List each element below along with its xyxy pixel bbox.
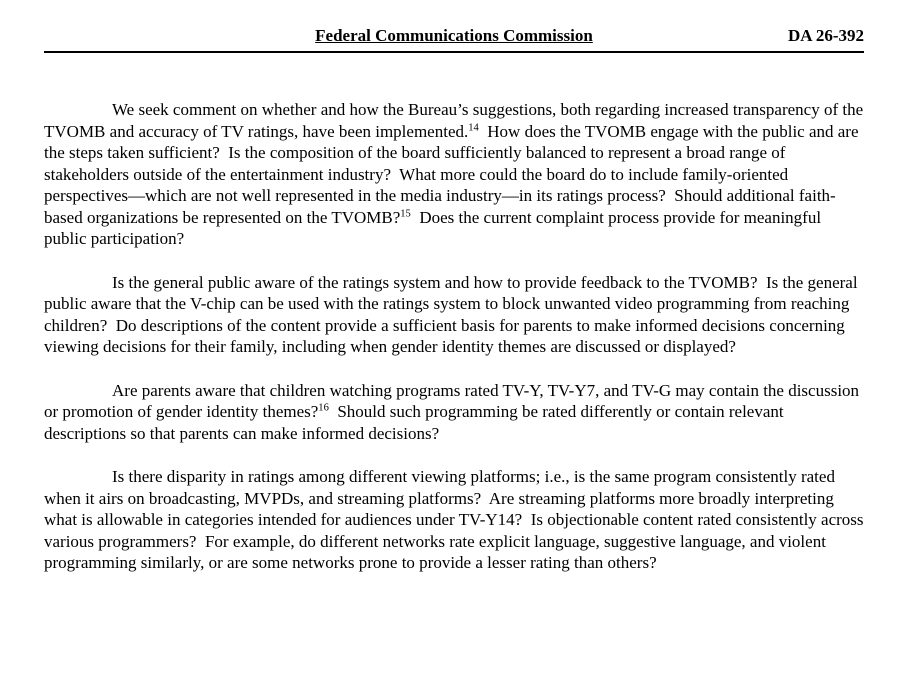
paragraph-text: Should such programming be rated differently or contain relevant descriptions so that parents can make informed decisions? [44, 402, 788, 443]
footnote-ref-16: 16 [318, 402, 329, 414]
paragraph-text: How does the TVOMB engage with the public and are the steps taken sufficient? Is the composition of the board sufficiently balanced to represent a broad range of stakeholders outside of the entertainment industry? What more could the board do to include family-oriented perspectives—which are not well represented in the media industry—in its ratings process? Should additional faith-based organizations be represented on the TVOMB? [44, 121, 863, 227]
footnote-ref-15: 15 [400, 207, 411, 219]
paragraph [44, 99, 868, 250]
document-header [44, 26, 864, 53]
paragraph [44, 466, 868, 574]
paragraph-text: Is there disparity in ratings among different viewing platforms; i.e., is the same program consistently rated when it airs on broadcasting, MVPDs, and streaming platforms? Are streaming platforms more broadly interpreting what is allowable in categories intended for audiences under TV-Y14? Is objectionable content rated consistently across various programmers? For example, do different networks rate explicit language, suggestive language, and violent programming similarly, or are some networks prone to provide a lesser rating than others? [44, 467, 868, 572]
document-title: Federal Communications Commission [315, 26, 593, 45]
header-rule [44, 51, 864, 53]
paragraph [44, 380, 864, 445]
paragraph-text: Does the current complaint process provide for meaningful public participation? [44, 207, 826, 248]
paragraph [44, 272, 864, 358]
paragraph-text: We seek comment on whether and how the Bureau’s suggestions, both regarding increased transparency of the TVOMB and accuracy of TV ratings, have been implemented. [44, 100, 868, 141]
document-number: DA 26-392 [787, 26, 864, 45]
paragraph-text: Is the general public aware of the ratings system and how to provide feedback to the TVOMB? Is the general public aware that the V-chip can be used with the ratings system to block unwanted video programming from reaching children? Do descriptions of the content provide a sufficient basis for parents to make informed decisions concerning viewing decisions for their family, including when gender identity themes are discussed or displayed? [44, 272, 862, 356]
footnote-ref-14: 14 [468, 121, 479, 133]
header-row [44, 26, 864, 47]
document-body [44, 99, 868, 574]
paragraph-text: Are parents aware that children watching programs rated TV-Y, TV-Y7, and TV-G may contain the discussion or promotion of gender identity themes? [44, 380, 864, 421]
